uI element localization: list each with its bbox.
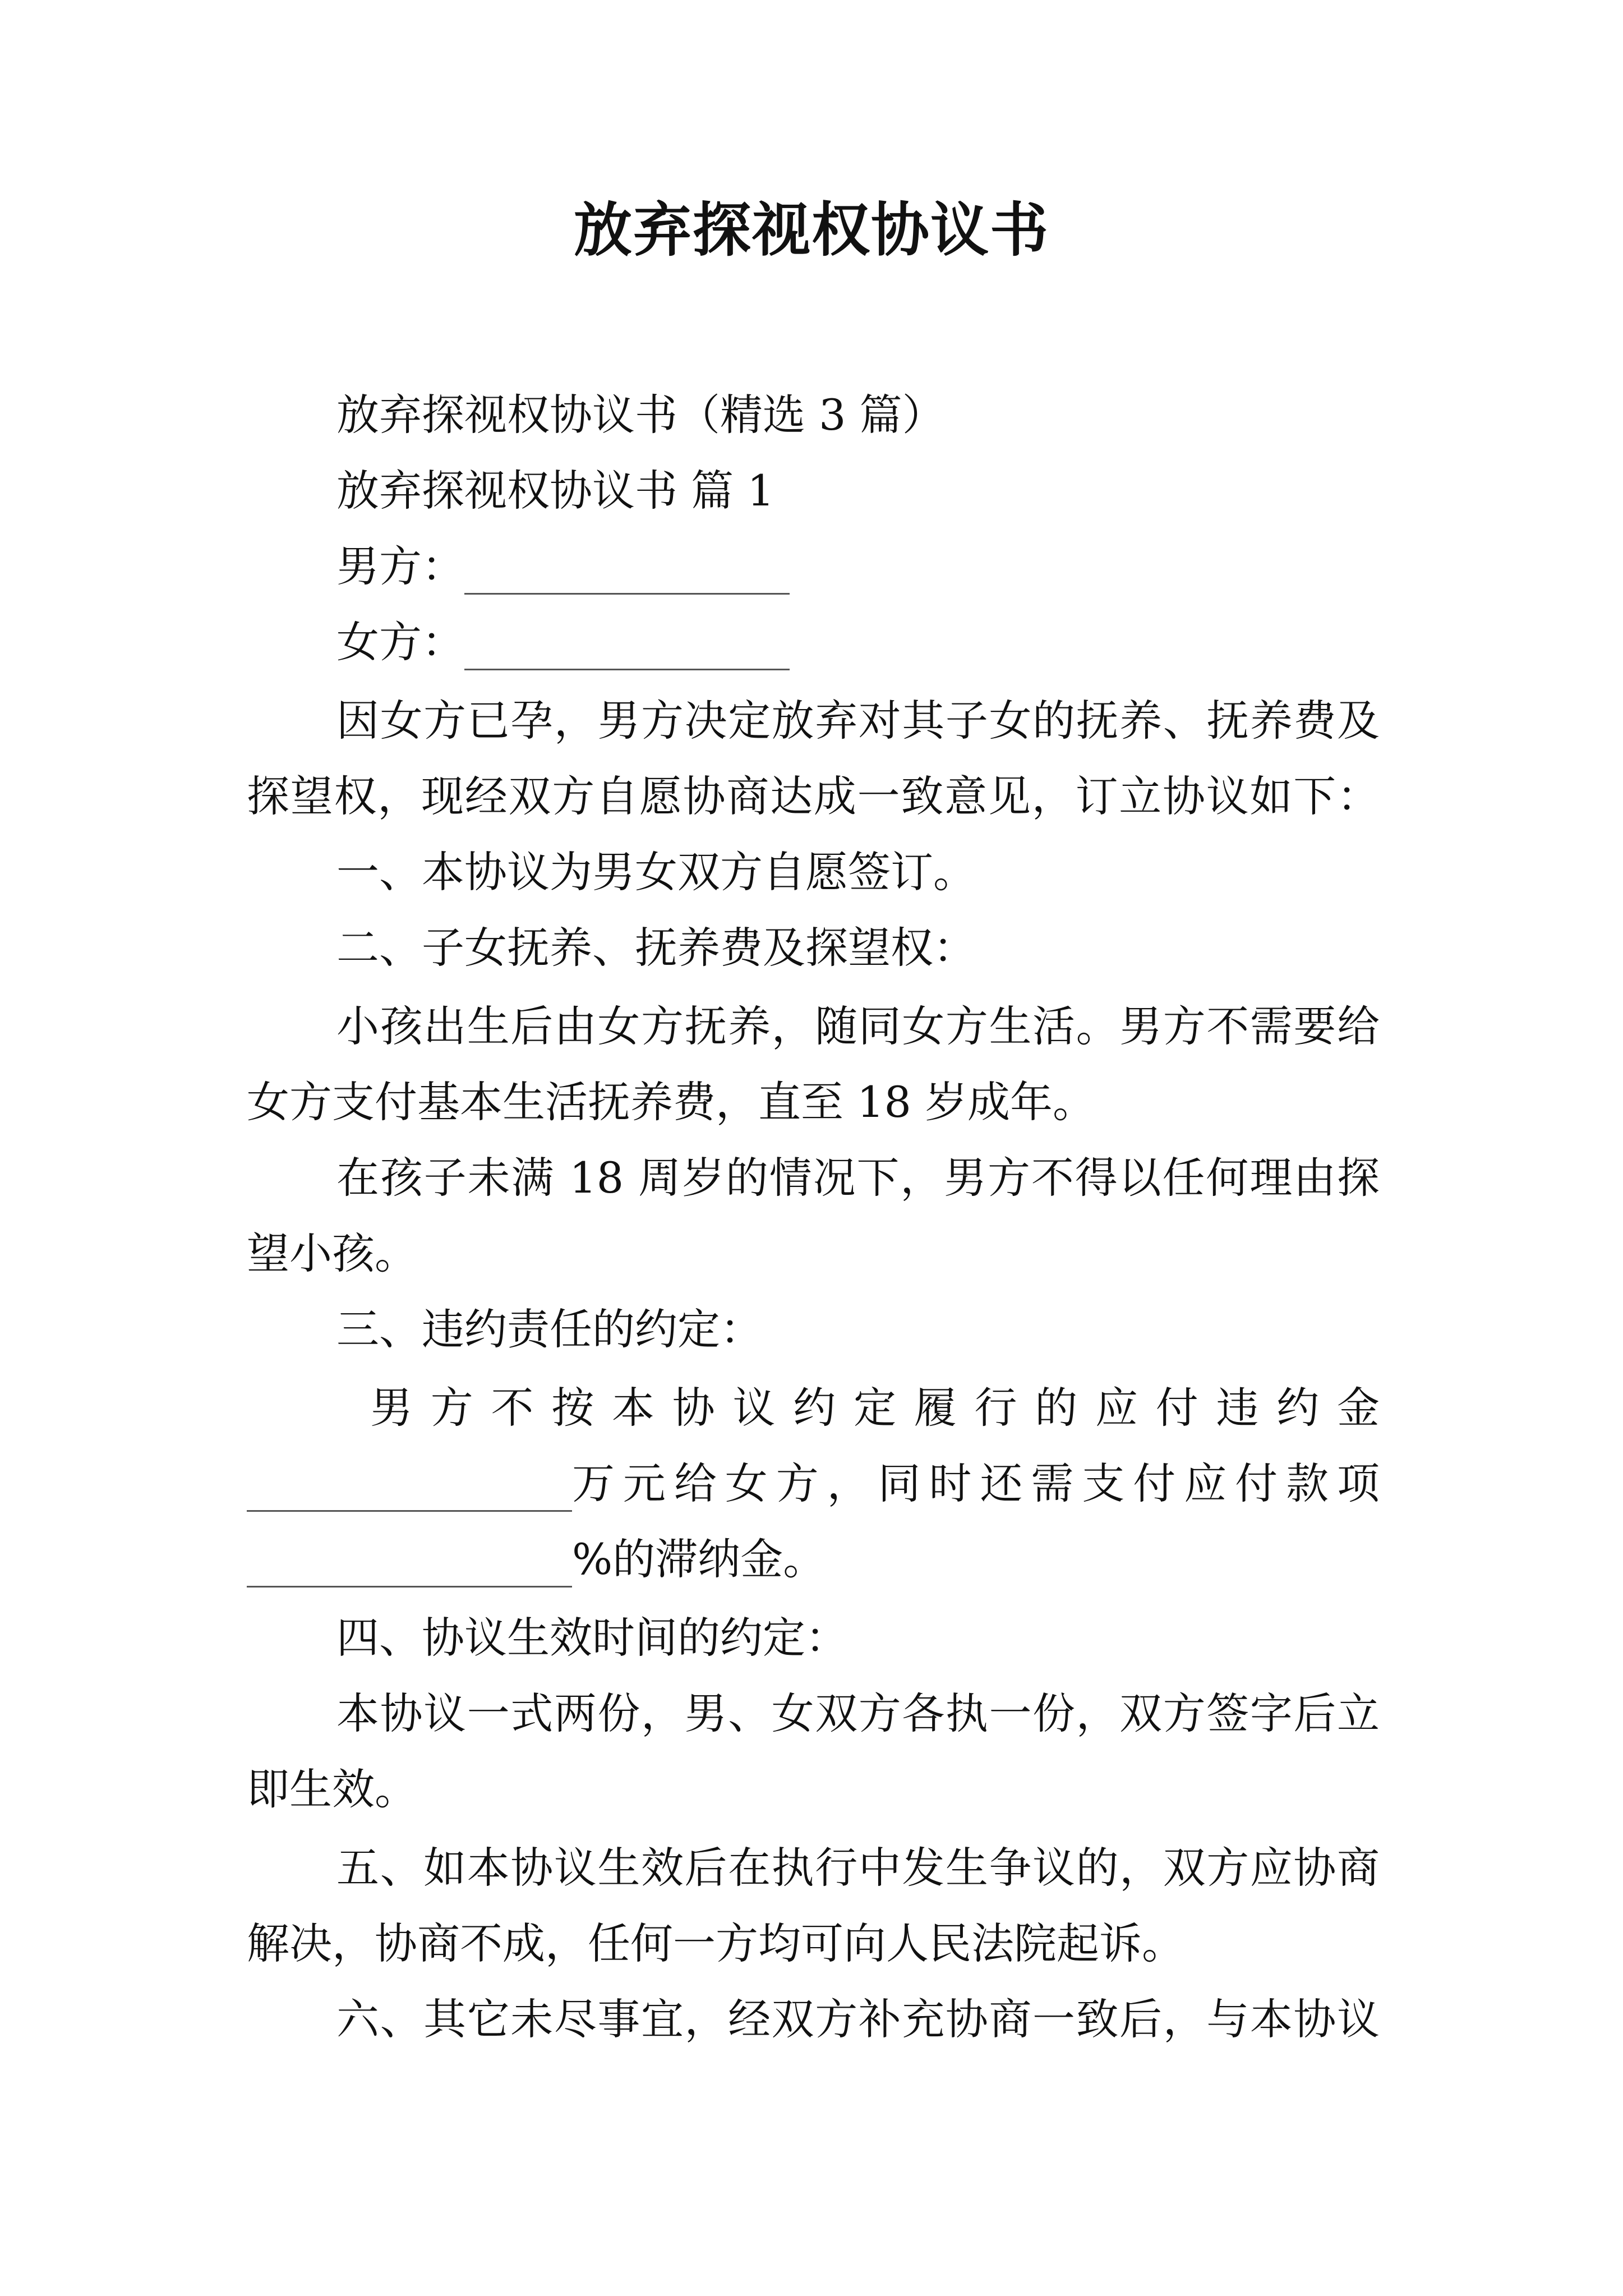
clause-3-line-3 <box>247 1531 826 1588</box>
penalty-amount-blank <box>247 1465 572 1512</box>
clause-3-line-2 <box>247 1456 1380 1512</box>
document-subtitle: 放弃探视权协议书（精选 3 篇） <box>336 390 945 440</box>
clause-6-line-1: 六、其它未尽事宜，经双方补充协商一致后，与本协议 <box>336 1994 1380 2044</box>
clause-4-line-1: 本协议一式两份，男、女双方各执一份，双方签字后立 <box>336 1688 1380 1738</box>
late-fee-percent-blank <box>247 1541 572 1588</box>
clause-2-p1-line-2: 女方支付基本生活抚养费，直至 18 岁成年。 <box>247 1077 1096 1127</box>
clause-3-heading: 三、违约责任的约定： <box>336 1304 763 1354</box>
clause-2-p2-line-2: 望小孩。 <box>247 1228 417 1278</box>
male-party-line <box>336 539 790 595</box>
clause-3-line-3-text: %的滞纳金。 <box>572 1534 826 1584</box>
clause-2-heading: 二、子女抚养、抚养费及探望权： <box>336 923 976 973</box>
clause-5-line-1: 五、如本协议生效后在执行中发生争议的，双方应协商 <box>336 1843 1380 1893</box>
clause-5-line-2: 解决，协商不成，任何一方均可向人民法院起诉。 <box>247 1918 1184 1968</box>
female-party-line <box>336 614 790 670</box>
clause-1: 一、本协议为男女双方自愿签订。 <box>336 847 976 897</box>
clause-3-line-1: 男方不按本协议约定履行的应付违约金 <box>370 1383 1380 1433</box>
female-name-blank <box>464 624 790 670</box>
clause-2-p1-line-1: 小孩出生后由女方抚养，随同女方生活。男方不需要给 <box>336 1001 1380 1051</box>
female-label: 女方： <box>336 617 464 667</box>
section-heading: 放弃探视权协议书 篇 1 <box>336 466 774 516</box>
document-title: 放弃探视权协议书 <box>573 195 1049 264</box>
male-name-blank <box>464 548 790 595</box>
clause-3-line-2-text: 万元给女方，同时还需支付应付款项 <box>572 1458 1380 1508</box>
male-label: 男方： <box>336 541 464 591</box>
intro-line-2: 探望权，现经双方自愿协商达成一致意见，订立协议如下： <box>247 771 1380 821</box>
clause-4-heading: 四、协议生效时间的约定： <box>336 1613 848 1663</box>
clause-2-p2-line-1: 在孩子未满 18 周岁的情况下，男方不得以任何理由探 <box>336 1153 1380 1203</box>
intro-line-1: 因女方已孕，男方决定放弃对其子女的抚养、抚养费及 <box>336 696 1380 746</box>
clause-4-line-2: 即生效。 <box>247 1764 417 1814</box>
